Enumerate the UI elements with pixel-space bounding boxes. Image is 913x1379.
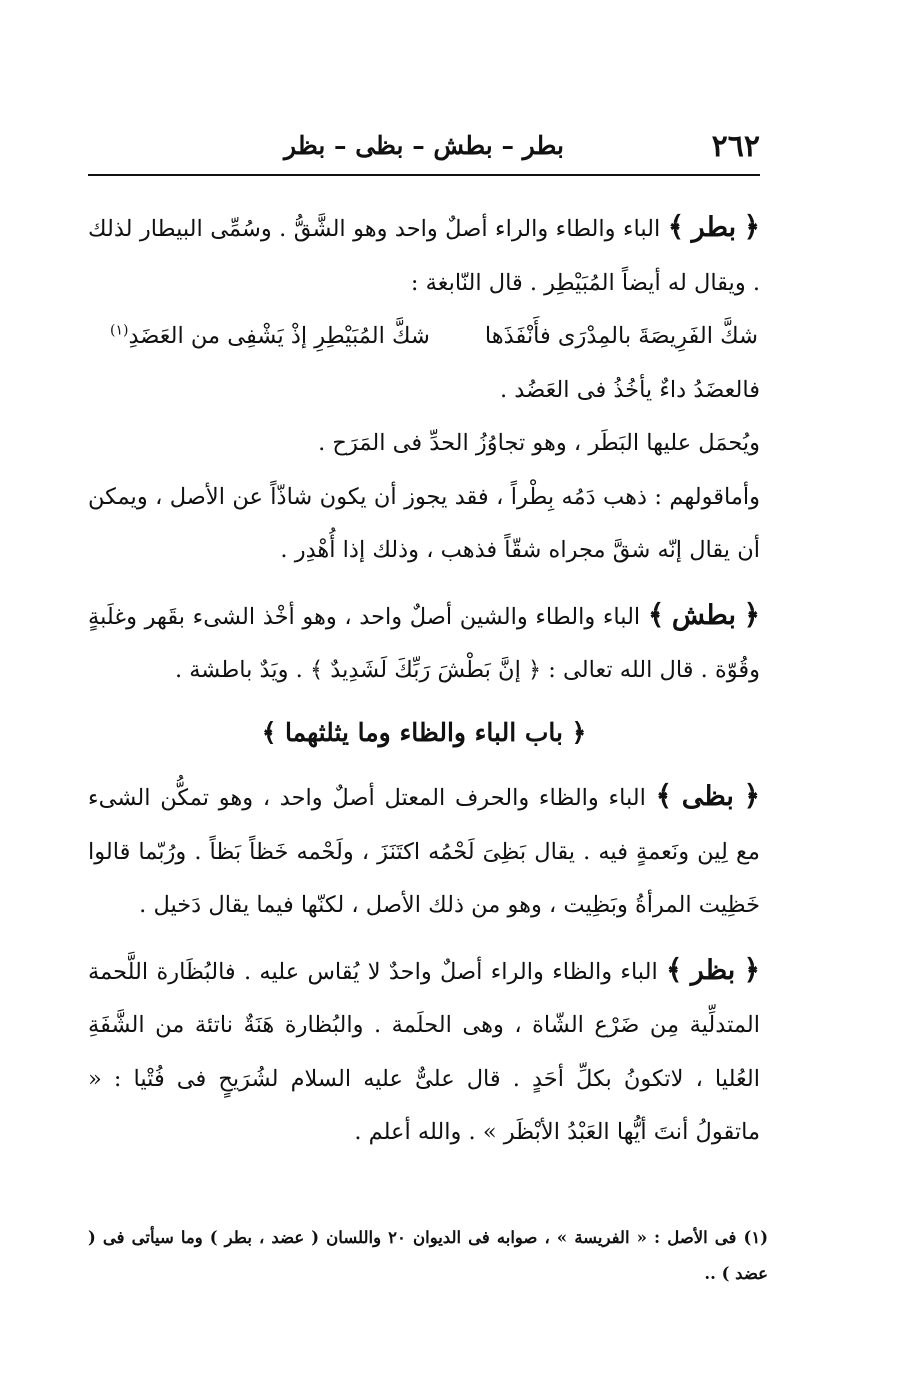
entry-bazar: [88, 943, 760, 1160]
body-text: [88, 200, 760, 1160]
verse-second-hemistich: [110, 310, 430, 364]
footnote-marker: (١): [110, 322, 129, 339]
entry-text: الباء والطاء والشين أصلٌ واحد ، وهو أخْذ الشىء بقَهر وغلَبةٍ وقُوّة . قال الله تعالى : ﴿ إنَّ بَطْشَ رَبِّكَ لَشَدِيدٌ ﴾ . ويَدٌ باطشة .: [88, 603, 760, 683]
footnote: (١) فى الأصل : « الفريسة » ، صوابه فى الديوان ٢٠ واللسان ( عضد ، بطر ) وما سيأتى فى ( عضد ) ..: [88, 1227, 768, 1283]
entry-text: الباء والظاء والراء أصلٌ واحدٌ لا يُقاس عليه . فالبُظَارة اللَّحمة المتدلِّية مِن ضَرْع الشّاة ، وهى الحلَمة . والبُظارة هَنَةٌ ناتئة من الشَّفَةِ العُليا ، لاتكونُ بكلِّ أحَدٍ . قال علىٌّ عليه السلام لشُرَيحٍ فى فُتْيا : « ماتقولُ أنتَ أيُّها العَبْدُ الأبْظَر » . والله أعلم .: [88, 958, 760, 1145]
chapter-title: ﴿ باب الباء والظاء وما يثلثهما ﴾: [261, 717, 587, 747]
footnote-rule: [88, 1190, 760, 1191]
entry-text: الباء والظاء والحرف المعتل أصلٌ واحد ، وهو تمكُّن الشىء مع لِين ونَعمةٍ فيه . يقال بَظِىَ لَحْمُه اكتَنَزَ ، ولَحْمه خَظاً بَظاً . ورُبّما قالوا خَظِيت المرأةُ وبَظِيت ، وهو من ذلك الأصل ، لكنّها فيما يقال دَخيل .: [88, 785, 760, 918]
paragraph: ويُحمَل عليها البَطَر ، وهو تجاوُزُ الحدِّ فى المَرَح .: [318, 430, 760, 456]
running-head: بطر – بطش – بظى – بظر: [284, 131, 564, 160]
headword: بطر: [691, 212, 737, 243]
headword: بظى: [681, 781, 734, 812]
bracket-close: ﴾: [666, 952, 683, 986]
bracket-open: ﴿: [743, 952, 761, 986]
entry-batar: [88, 200, 760, 310]
bracket-open: ﴿: [743, 597, 761, 631]
bracket-close: ﴾: [655, 779, 672, 812]
entry-bazaa: [88, 769, 760, 933]
paragraph: فالعضَدُ داءٌ يأخُذُ فى العَضُد .: [499, 376, 760, 403]
verse-second-text: شكَّ المُبَيْطِرِ إذْ يَشْفِى من العَضَدِ: [128, 323, 430, 349]
headword: بظر: [690, 954, 736, 986]
bracket-close: ﴾: [667, 210, 685, 243]
page-number: ٢٦٢: [711, 129, 760, 164]
paragraph: وأماقولهم : ذهب دَمُه بِطْراً ، فقد يجوز أن يكون شاذّاً عن الأصل ، ويمكن أن يقال إنّه شقَّ مجراه شقّاً فذهب ، وذلك إذا أُهْدِر .: [88, 483, 760, 563]
bracket-open: ﴿: [743, 779, 760, 812]
headword: بطش: [671, 599, 736, 631]
verse-first-hemistich: شكَّ الفَرِيصَةَ بالمِدْرَى فأَنْفَذَها: [484, 323, 758, 349]
entry-batash: [88, 588, 760, 698]
page-header: [88, 125, 760, 169]
entry-text: الباء والطاء والراء أصلٌ واحد وهو الشَّقُّ . وسُمِّى البيطار لذلك . ويقال له أيضاً المُبَيْطِر . قال النّابغة :: [88, 216, 760, 296]
header-rule: [88, 174, 760, 176]
bracket-close: ﴾: [647, 597, 665, 631]
bracket-open: ﴿: [743, 210, 760, 243]
poetry-verse: [88, 310, 760, 364]
